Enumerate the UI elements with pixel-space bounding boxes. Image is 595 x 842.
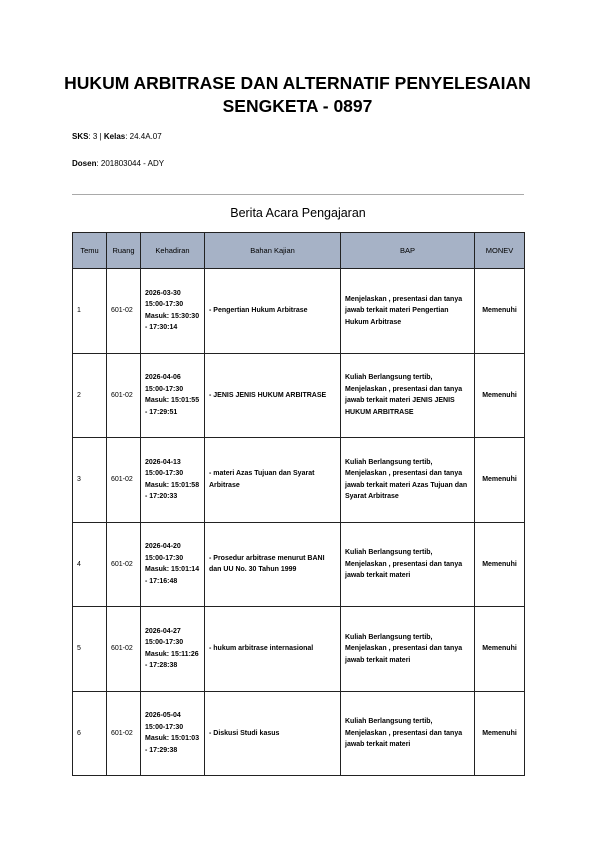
table-header-row	[73, 233, 525, 269]
cell-ruang: 601-02	[107, 269, 141, 354]
cell-temu: 5	[73, 607, 107, 692]
cell-bap: Kuliah Berlangsung tertib, Menjelaskan , presentasi dan tanya jawab terkait materi	[341, 522, 475, 607]
cell-bap: Menjelaskan , presentasi dan tanya jawab terkait materi Pengertian Hukum Arbitrase	[341, 269, 475, 354]
divider	[72, 194, 524, 195]
title-line-1: HUKUM ARBITRASE DAN ALTERNATIF PENYELESAIAN	[64, 73, 531, 93]
table-row	[73, 269, 525, 354]
cell-ruang: 601-02	[107, 353, 141, 438]
cell-bap: Kuliah Berlangsung tertib, Menjelaskan , presentasi dan tanya jawab terkait materi Azas Tujuan dan Syarat Arbitrase	[341, 438, 475, 523]
cell-bap: Kuliah Berlangsung tertib, Menjelaskan , presentasi dan tanya jawab terkait materi JENIS JENIS HUKUM ARBITRASE	[341, 353, 475, 438]
dosen-label: Dosen	[72, 159, 97, 168]
table-row	[73, 438, 525, 523]
cell-ruang: 601-02	[107, 438, 141, 523]
column-header-kehadiran: Kehadiran	[141, 233, 205, 269]
cell-bahan-kajian: - Diskusi Studi kasus	[205, 691, 341, 776]
cell-monev: Memenuhi	[475, 691, 525, 776]
cell-kehadiran: 2026-04-06 15:00-17:30 Masuk: 15:01:55 - 17:29:51	[141, 353, 205, 438]
column-header-monev: MONEV	[475, 233, 525, 269]
cell-kehadiran: 2026-04-20 15:00-17:30 Masuk: 15:01:14 - 17:16:48	[141, 522, 205, 607]
dosen-value: : 201803044 - ADY	[96, 159, 165, 168]
cell-ruang: 601-02	[107, 522, 141, 607]
cell-bahan-kajian: - Prosedur arbitrase menurut BANI dan UU No. 30 Tahun 1999	[205, 522, 341, 607]
table-row	[73, 353, 525, 438]
cell-monev: Memenuhi	[475, 353, 525, 438]
cell-bap: Kuliah Berlangsung tertib, Menjelaskan , presentasi dan tanya jawab terkait materi	[341, 607, 475, 692]
lecturer-info	[72, 159, 164, 168]
cell-monev: Memenuhi	[475, 607, 525, 692]
bap-table	[72, 232, 525, 776]
cell-temu: 3	[73, 438, 107, 523]
cell-bahan-kajian: - JENIS JENIS HUKUM ARBITRASE	[205, 353, 341, 438]
cell-bahan-kajian: - hukum arbitrase internasional	[205, 607, 341, 692]
cell-ruang: 601-02	[107, 607, 141, 692]
title-line-2: SENGKETA - 0897	[222, 96, 373, 116]
table-row	[73, 607, 525, 692]
cell-kehadiran: 2026-03-30 15:00-17:30 Masuk: 15:30:30 - 17:30:14	[141, 269, 205, 354]
cell-monev: Memenuhi	[475, 438, 525, 523]
cell-temu: 1	[73, 269, 107, 354]
column-header-bahan-kajian: Bahan Kajian	[205, 233, 341, 269]
table-row	[73, 522, 525, 607]
document-title	[60, 72, 535, 118]
cell-temu: 4	[73, 522, 107, 607]
cell-bahan-kajian: - Pengertian Hukum Arbitrase	[205, 269, 341, 354]
cell-kehadiran: 2026-04-13 15:00-17:30 Masuk: 15:01:58 - 17:20:33	[141, 438, 205, 523]
cell-monev: Memenuhi	[475, 522, 525, 607]
cell-kehadiran: 2026-05-04 15:00-17:30 Masuk: 15:01:03 - 17:29:38	[141, 691, 205, 776]
course-info	[72, 132, 162, 141]
table-row	[73, 691, 525, 776]
column-header-ruang: Ruang	[107, 233, 141, 269]
cell-kehadiran: 2026-04-27 15:00-17:30 Masuk: 15:11:26 - 17:28:38	[141, 607, 205, 692]
sks-value: : 3 |	[88, 132, 104, 141]
cell-temu: 2	[73, 353, 107, 438]
sks-label: SKS	[72, 132, 89, 141]
section-title: Berita Acara Pengajaran	[230, 206, 366, 220]
column-header-temu: Temu	[73, 233, 107, 269]
cell-monev: Memenuhi	[475, 269, 525, 354]
cell-ruang: 601-02	[107, 691, 141, 776]
cell-bap: Kuliah Berlangsung tertib, Menjelaskan , presentasi dan tanya jawab terkait materi	[341, 691, 475, 776]
kelas-label: Kelas	[103, 132, 126, 141]
kelas-value: : 24.4A.07	[125, 132, 162, 141]
cell-temu: 6	[73, 691, 107, 776]
cell-bahan-kajian: - materi Azas Tujuan dan Syarat Arbitrase	[205, 438, 341, 523]
column-header-bap: BAP	[341, 233, 475, 269]
